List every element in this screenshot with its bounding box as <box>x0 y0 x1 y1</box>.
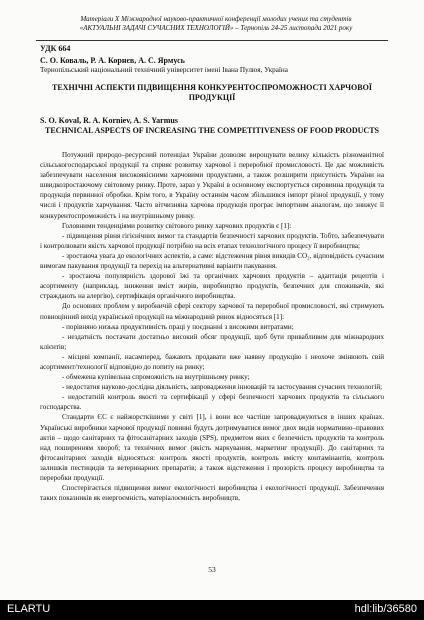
handle-identifier: hdl:lib/36580 <box>354 603 417 615</box>
repository-name: ELARTU <box>7 603 51 615</box>
body-text <box>40 150 384 503</box>
header-divider <box>36 40 388 41</box>
paragraph: Головними тенденціями розвитку світового ринку харчових продуктів є [1]: <box>62 221 292 230</box>
authors-en: S. O. Koval, R. A. Korniev, A. S. Yarmus <box>40 116 178 125</box>
header-line-1: Матеріали Х Міжнародної науково-практичної конференції молодих учених та студентів <box>80 15 352 23</box>
paragraph: Потужний природо–ресурсний потенціал України дозволяє вирощувати велику кількість різноманітної сільськогосподарської продукції та сприяє розвитку харчової і переробної промисловості. Це дає можливість забезпечувати населення високоякісними харчовими продуктами, а також розширити присутність України на швидкозростаючому світовому ринку. Проте, зараз у Україні в основному експортується сировинна продукція та продукція первинної обробки. Крім того, в Україну останнім часом збільшився імпорт різної продукції, у тому числі і продуктів харчування. Часто вітчизняна харчова продукція програє імпортним аналогам, що знижує її конкурентоспроможність і на внутрішньому ринку. <box>40 151 384 220</box>
list-item: - обмежена купівельна спроможність на внутрішньому ринку; <box>62 373 250 382</box>
list-item: - недостатня науково-дослідна діяльність, запровадження інновацій та застосування сучасних технологій; <box>62 383 383 392</box>
header-line-2: «АКТУАЛЬНІ ЗАДАЧІ СУЧАСНИХ ТЕХНОЛОГІЙ» – Тернопіль 24-25 листопада 2021 року <box>79 23 353 32</box>
paragraph: Спостерігається підвищення вимог екологічності виробництва і екологічності продукції. Забезпечення таких показників як енергоємність, матеріалоємність виробництв, <box>40 484 384 503</box>
list-item: - зростаюча увага до екологічних аспектів, а саме: відстеження рівня викидів CO₂, відповідність сучасним вимогам пакування продукції та перехід на альтернативні варіанти пакування. <box>40 251 384 271</box>
paragraph: Стандарти ЄС є найжорсткішими у світі [1], і вони все частіше запроваджуються в інших країнах. Українські виробники харчової продукції повинні будуть дотримуватися вимог двох видів нормативно–правових актів – щодо санітарних та фітосанітарних заходів (SPS), предметом яких є безпечність продуктів та контроль над поширенням хвороб; та технічних вимог (якість маркування, маркетинг продукції). До санітарних та фітосанітарних заходів відносяться: контроль якості продуктів, контроль вмісту контамінантів, контроль залишків пестицидів та ветеринарних препаратів; а також відстеження і прозорість процесу виробництва та переробки продукції. <box>40 413 384 482</box>
page-number: 53 <box>208 565 216 574</box>
list-item: - місцеві компанії, насамперед, бажають продавати вже наявну продукцію і неохоче змінюють свій асортимент/технології відповідно до попиту на ринку; <box>40 352 384 371</box>
repository-footer-bar <box>0 600 424 620</box>
list-item: - порівняно низька продуктивність праці у поєднанні з високими витратами; <box>62 322 294 331</box>
affiliation: Тернопільський національний технічний університет імені Івана Пулюя, Україна <box>40 66 288 74</box>
paper-title-en: TECHNICAL ASPECTS OF INCREASING THE COMPETITIVENESS OF FOOD PRODUCTS <box>45 126 379 135</box>
paper-title-uk: ТЕХНІЧНІ АСПЕКТИ ПІДВИЩЕННЯ КОНКУРЕНТОСПРОМОЖНОСТІ ХАРЧОВОЇ ПРОДУКЦІЇ <box>52 83 372 102</box>
udk-code: УДК 664 <box>40 44 71 53</box>
authors: С. О. Коваль, Р. А. Корнєв, А. С. Ярмусь <box>40 56 185 65</box>
paragraph: До основних проблем у виробничій сфері сектору харчової та переробної промисловості, які стримують повноцінний вихід української продукції на міжнародний ринок відносяться [1]: <box>40 302 384 321</box>
list-item: - підвищення рівня гігієнічних вимог та стандартів безпечності харчових продуктів. Тобто, забезпечувати і контролювати якість харчової продукції потрібно на всіх етапах технологічного процесу її виробництва; <box>40 231 384 250</box>
conference-header <box>40 15 392 32</box>
list-item: - нездатність постачати достатньо високий обсяг продукції, щоб бути привабливим для міжнародних клієнтів; <box>40 332 384 351</box>
list-item: - зростаюча популярність здорової їжі та органічних харчових продуктів – адаптація рецептів і асортименту (наприклад, зниження вміст жирів, виробництво продуктів, безпечних для споживачів, які страждають на алергію), сертифікація органічного виробництва. <box>40 272 384 301</box>
list-item: - недостатній контроль якості та сертифікації у сфері безпечності харчових продуктів та сільського господарства. <box>40 393 384 412</box>
